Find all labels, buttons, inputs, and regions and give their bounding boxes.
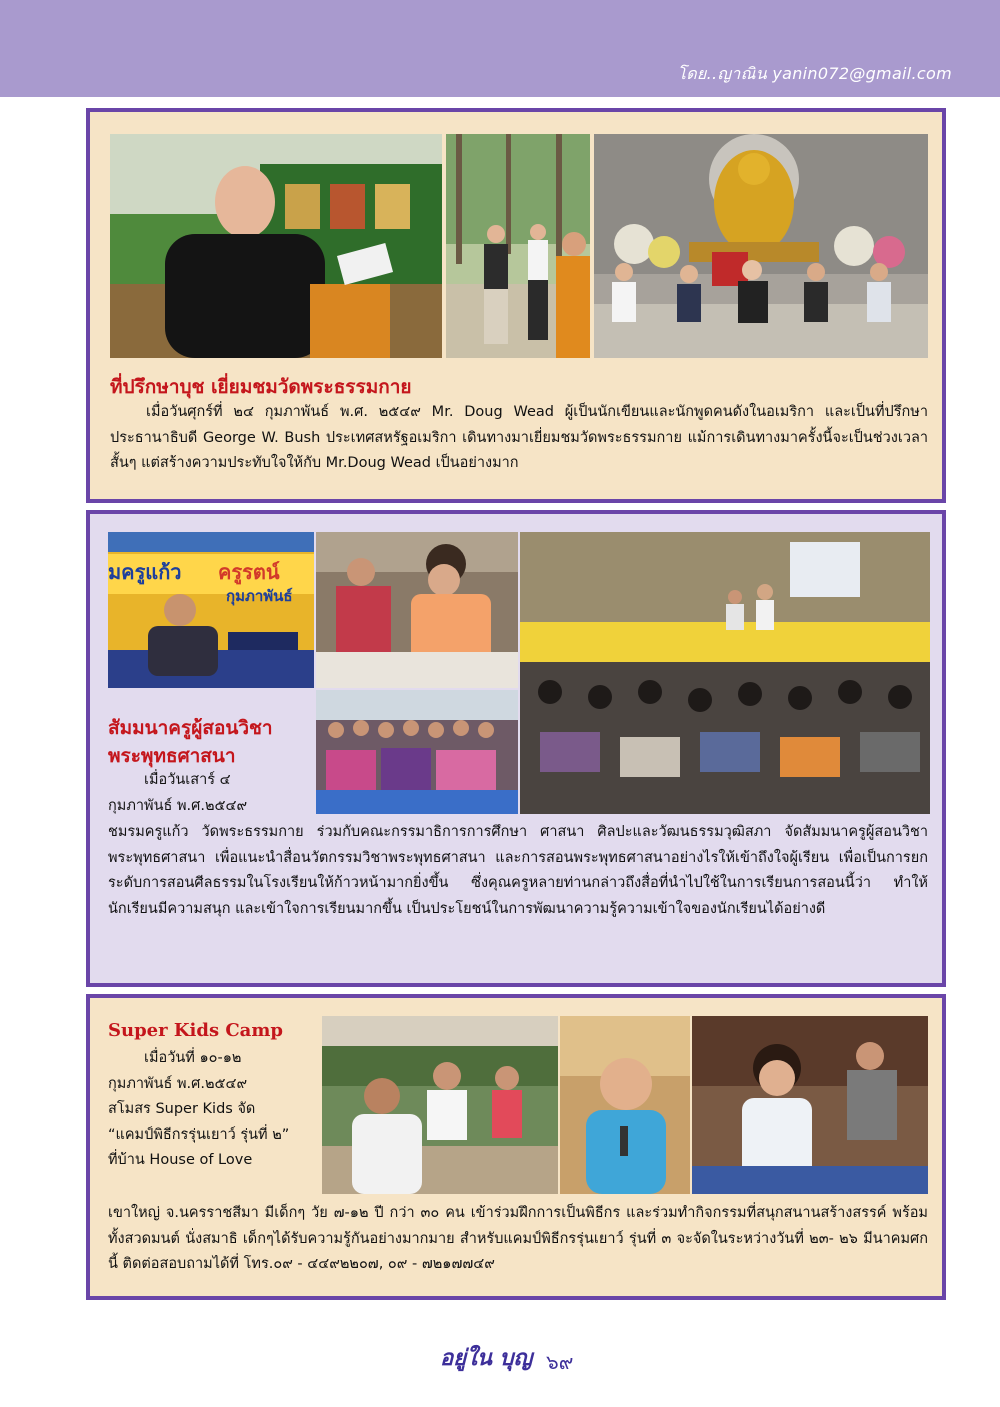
banner-text-2: ครูรตน์ — [218, 560, 280, 584]
banner-text-3: กุมภาพันธ์ — [226, 587, 293, 605]
photo-kids-outdoor — [322, 1016, 558, 1194]
section-body-teacher-seminar: ชมรมครูแก้ว วัดพระธรรมกาย ร่วมกับคณะกรรมาธิการการศึกษา ศาสนา ศิลปะและวัฒนธรรมวุฒิสภา จัดสัมมนาครูผู้สอนวิชาพระพุทธศาสนา เพื่อแนะนำสื่อนวัตกรรมวิชาพระพุทธศาสนา และการสอนพระพุทธศาสนาอย่างไรให้เข้าถึงใจผู้เรียน เพื่อเป็นการยกระดับการสอนศีลธรรมในโรงเรียนให้ก้าวหน้ามากยิ่งขึ้น ซึ่งคุณครูหลายท่านกล่าวถึงสื่อที่นำไปใช้ในการเรียนการสอนนี้ว่า ทำให้นักเรียนมีความสนุก และเข้าใจการเรียนมากขึ้น เป็นประโยชน์ในการพัฒนาความรู้ความเข้าใจของนักเรียนได้อย่างดี — [108, 824, 928, 917]
photo-doug-wead-exhibition — [110, 134, 442, 358]
photo-girl-in-hall — [692, 1016, 928, 1194]
intro-line-4: “แคมป์พิธีกรรุ่นเยาว์ รุ่นที่ ๒” — [108, 1126, 290, 1143]
intro-line-2: กุมภาพันธ์ พ.ศ.๒๕๔๙ — [108, 797, 248, 814]
section-body-bush-adviser: เมื่อวันศุกร์ที่ ๒๔ กุมภาพันธ์ พ.ศ. ๒๕๔๙ Mr. Doug Wead ผู้เป็นนักเขียนและนักพูดคนดังในอเมริกา และเป็นที่ปรึกษาประธานาธิบดี George W. Bush ประเทศสหรัฐอเมริกา เดินทางมาเยี่ยมชมวัดพระธรรมกาย แม้การเดินทางมาครั้งนี้จะเป็นช่วงเวลาสั้นๆ แต่สร้างความประทับใจให้กับ Mr.Doug Wead เป็นอย่างมาก — [110, 404, 928, 471]
section-intro-super-kids — [108, 1046, 318, 1174]
section-body-super-kids: เขาใหญ่ จ.นครราชสีมา มีเด็กๆ วัย ๗-๑๒ ปี กว่า ๓๐ คน เข้าร่วมฝึกการเป็นพิธีกร และร่วมทำกิจกรรมที่สนุกสนานสร้างสรรค์ พร้อมทั้งสวดมนต์ นั่งสมาธิ เด็กๆได้รับความรู้กันอย่างมากมาย สำหรับแคมป์พิธีกรรุ่นเยาว์ รุ่นที่ ๓ จะจัดในระหว่างวันที่ ๒๓- ๒๖ มีนาคมศกนี้ ติดต่อสอบถามได้ที่ โทร.๐๙ - ๔๔๙๒๒๐๗, ๐๙ - ๗๒๑๗๗๔๙ — [108, 1205, 928, 1272]
intro-line-2: กุมภาพันธ์ พ.ศ.๒๕๔๙ — [108, 1075, 248, 1092]
intro-line-3: สโมสร Super Kids จัด — [108, 1101, 256, 1117]
intro-line-5: ที่บ้าน House of Love — [108, 1152, 253, 1168]
section-title-line-1: สัมมนาครูผู้สอนวิชา — [108, 717, 273, 739]
photo-seminar-hall — [520, 532, 930, 814]
banner-text-1: มครูแก้ว — [108, 560, 182, 584]
article-panel-super-kids-camp — [86, 994, 946, 1300]
page-footer — [440, 1340, 600, 1384]
page-number: ๖๙ — [546, 1350, 574, 1374]
section-title-line-2: พระพุทธศาสนา — [108, 745, 236, 767]
photo-walking-tour — [446, 134, 590, 358]
photo-teachers-writing — [316, 532, 518, 688]
photo-meditation-hall — [594, 134, 928, 358]
intro-line-1: เมื่อวันที่ ๑๐-๑๒ — [144, 1050, 242, 1066]
intro-line-1: เมื่อวันเสาร์ ๔ — [144, 772, 231, 788]
section-title-bush-adviser: ที่ปรึกษาบุช เยี่ยมชมวัดพระธรรมกาย — [110, 376, 412, 398]
section-intro-teacher-seminar — [108, 768, 314, 819]
section-title-teacher-seminar — [108, 714, 273, 770]
photo-boy-microphone — [560, 1016, 690, 1194]
photo-teachers-audience — [316, 690, 518, 814]
article-panel-teacher-seminar — [86, 510, 946, 987]
photo-seminar-speaker — [108, 532, 314, 688]
author-byline: โดย..ญาณิน yanin072@gmail.com — [677, 64, 952, 83]
magazine-logo: อยู่ใน บุญ — [440, 1345, 533, 1371]
section-title-super-kids: Super Kids Camp — [108, 1020, 283, 1041]
article-panel-bush-adviser — [86, 108, 946, 503]
